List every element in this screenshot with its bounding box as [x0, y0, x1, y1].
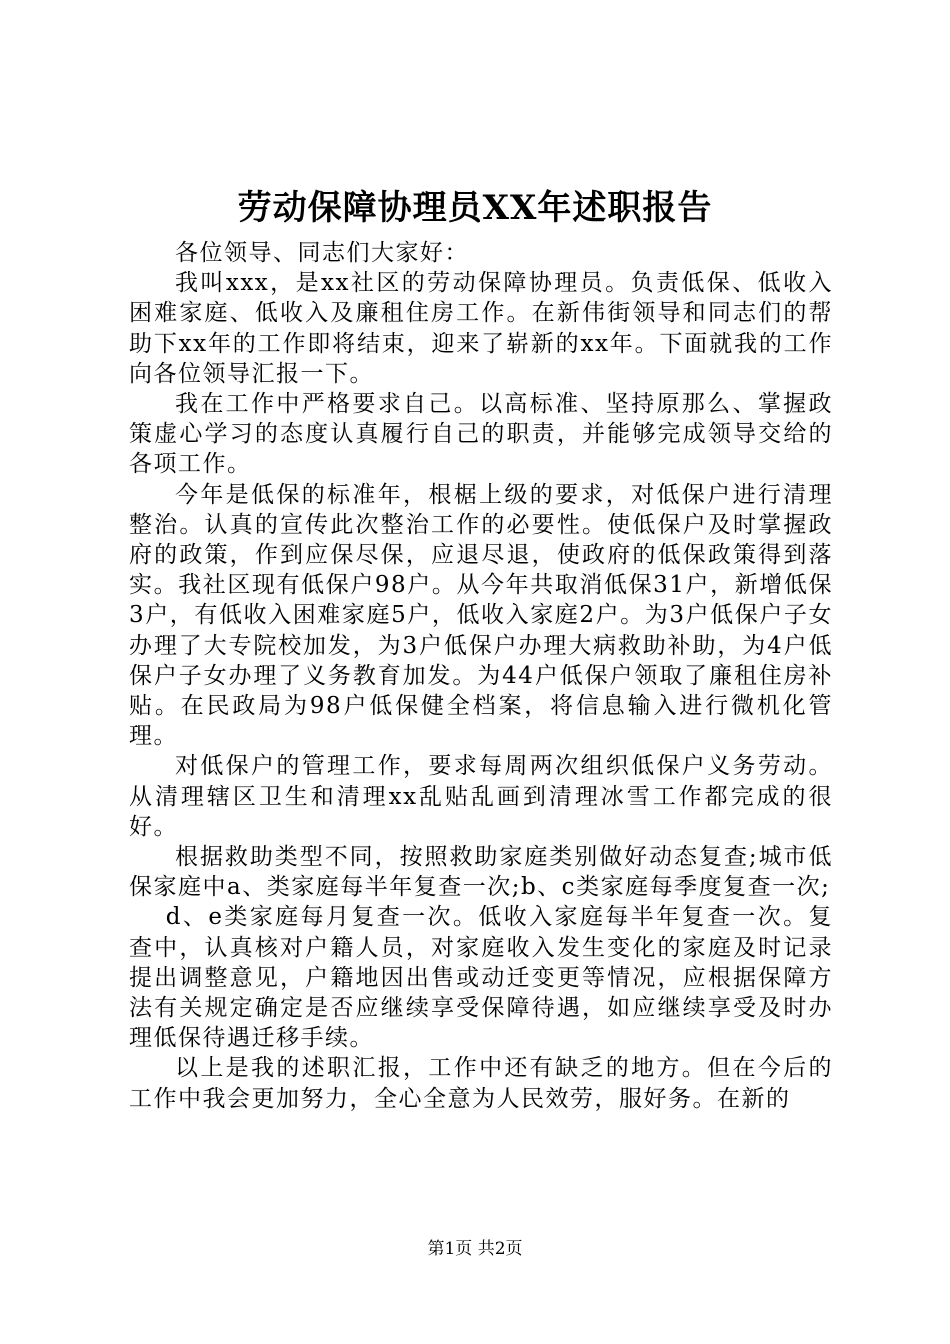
paragraph-review-details: d、e类家庭每月复查一次。低收入家庭每半年复查一次。复查中，认真核对户籍人员，对家庭收入发生变化的家庭及时记录提出调整意见，户籍地因出售或动迁变更等情况，应根据保障方法有关规定确定是否应继续享受保障待遇，如应继续享受及时办理低保待遇迁移手续。	[129, 904, 833, 1052]
document-title: 劳动保障协理员XX年述职报告	[237, 188, 713, 228]
paragraph-conclusion: 以上是我的述职汇报，工作中还有缺乏的地方。但在今后的工作中我会更加努力，全心全意为人民效劳，服好务。在新的	[129, 1055, 833, 1112]
paragraph-management: 对低保户的管理工作，要求每周两次组织低保户义务劳动。从清理辖区卫生和清理xx乱贴乱画到清理冰雪工作都完成的很好。	[129, 753, 833, 840]
paragraph-introduction: 我叫xxx，是xx社区的劳动保障协理员。负责低保、低收入困难家庭、低收入及廉租住房工作。在新伟街领导和同志们的帮助下xx年的工作即将结束，迎来了崭新的xx年。下面就我的工作向各位领导汇报一下。	[129, 270, 833, 387]
paragraph-attitude: 我在工作中严格要求自己。以高标准、坚持原那么、掌握政策虚心学习的态度认真履行自己的职责，并能够完成领导交给的各项工作。	[129, 391, 833, 478]
paragraph-low-income-work: 今年是低保的标准年，根椐上级的要求，对低保户进行清理整治。认真的宣传此次整治工作的必要性。使低保户及时掌握政府的政策，作到应保尽保，应退尽退，使政府的低保政策得到落实。我社区现有低保户98户。从今年共取消低保31户，新增低保3户，有低收入困难家庭5户，低收入家庭2户。为3户低保户子女办理了大专院校加发，为3户低保户办理大病救助补助，为4户低保户子女办理了义务教育加发。为44户低保户领取了廉租住房补贴。在民政局为98户低保健全档案，将信息输入进行微机化管理。	[129, 481, 833, 750]
page-number-footer: 第1页 共2页	[427, 1239, 523, 1259]
document-body	[129, 238, 833, 1114]
paragraph-greeting: 各位领导、同志们大家好：	[175, 240, 469, 266]
paragraph-review-types: 根据救助类型不同，按照救助家庭类别做好动态复查;城市低保家庭中a、类家庭每半年复查一次;b、c类家庭每季度复查一次;	[129, 844, 833, 901]
